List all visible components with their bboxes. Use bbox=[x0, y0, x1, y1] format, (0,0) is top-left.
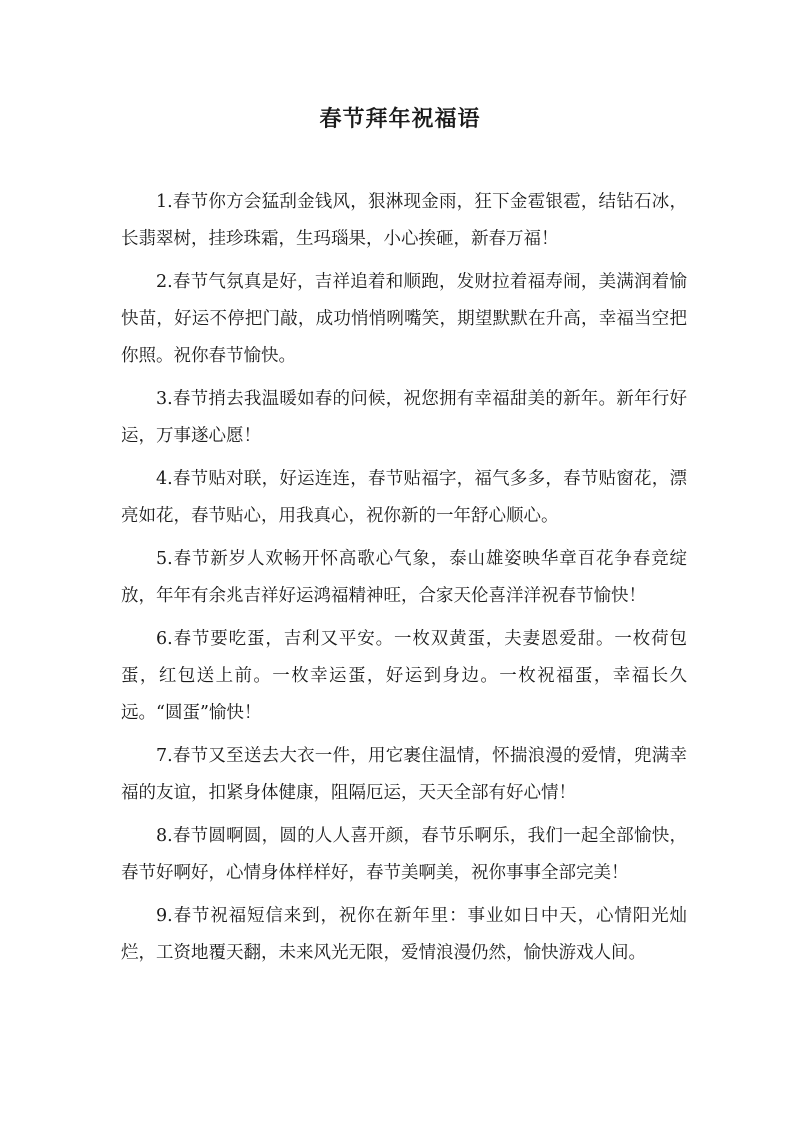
paragraph-1: 1.春节你方会猛刮金钱风，狠淋现金雨，狂下金雹银雹，结钻石冰，长翡翠树，挂珍珠霜，生玛瑙果，小心挨砸，新春万福！ bbox=[121, 192, 687, 249]
paragraph-2: 2.春节气氛真是好，吉祥追着和顺跑，发财拉着福寿闹，美满润着愉快苗，好运不停把门敲，成功悄悄咧嘴笑，期望默默在升高，幸福当空把你照。祝你春节愉快。 bbox=[121, 272, 687, 366]
paragraph-8: 8.春节圆啊圆，圆的人人喜开颜，春节乐啊乐，我们一起全部愉快，春节好啊好，心情身体样样好，春节美啊美，祝你事事全部完美！ bbox=[121, 826, 687, 883]
paragraph-5: 5.春节新岁人欢畅开怀高歌心气象，泰山雄姿映华章百花争春竞绽放，年年有余兆吉祥好运鸿福精神旺，合家天伦喜洋洋祝春节愉快！ bbox=[121, 549, 687, 606]
paragraph-3: 3.春节捎去我温暖如春的问候，祝您拥有幸福甜美的新年。新年行好运，万事遂心愿！ bbox=[121, 389, 687, 446]
paragraph-9: 9.春节祝福短信来到，祝你在新年里：事业如日中天，心情阳光灿烂，工资地覆天翻，未来风光无限，爱情浪漫仍然，愉快游戏人间。 bbox=[121, 906, 687, 963]
paragraph-7: 7.春节又至送去大衣一件，用它裹住温情，怀揣浪漫的爱情，兜满幸福的友谊，扣紧身体健康，阻隔厄运，天天全部有好心情！ bbox=[121, 746, 687, 803]
page-title: 春节拜年祝福语 bbox=[319, 106, 481, 132]
paragraph-4: 4.春节贴对联，好运连连，春节贴福字，福气多多，春节贴窗花，漂亮如花，春节贴心，用我真心，祝你新的一年舒心顺心。 bbox=[121, 469, 687, 526]
document-body bbox=[121, 184, 687, 978]
paragraph-6: 6.春节要吃蛋，吉利又平安。一枚双黄蛋，夫妻恩爱甜。一枚荷包蛋，红包送上前。一枚幸运蛋，好运到身边。一枚祝福蛋，幸福长久远。“圆蛋”愉快！ bbox=[121, 629, 687, 723]
